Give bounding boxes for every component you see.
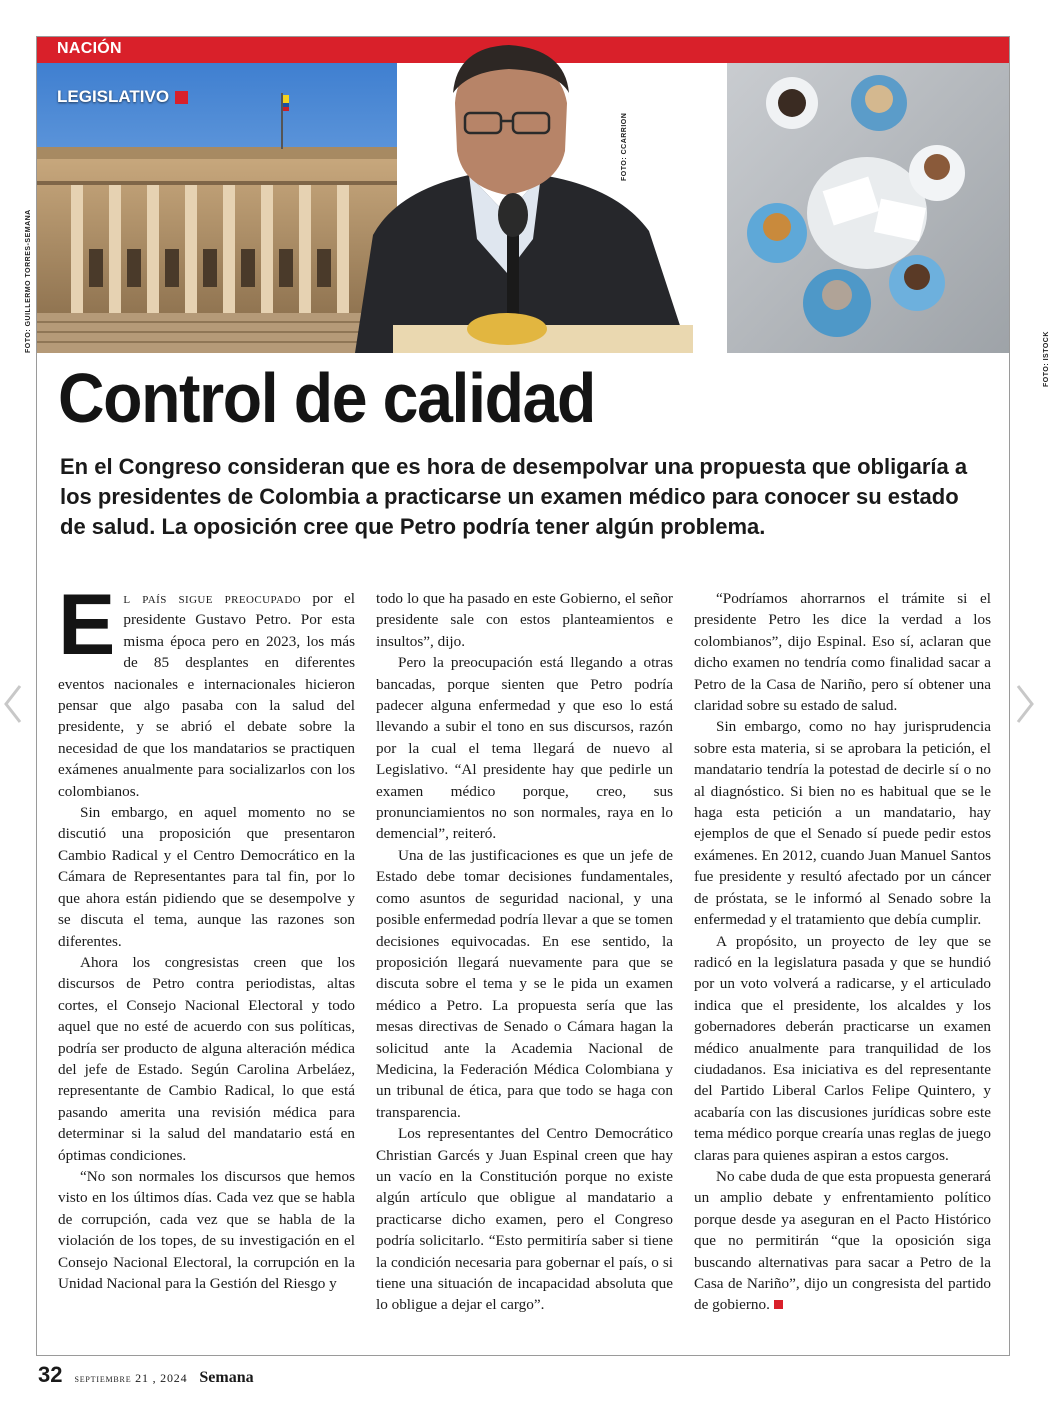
photo-credit-right: FOTO: ISTOCK bbox=[1043, 331, 1050, 387]
hero-photo-collage bbox=[37, 63, 1009, 353]
page-number: 32 bbox=[38, 1362, 63, 1387]
article-column-1 bbox=[58, 577, 355, 1294]
prev-page-button[interactable] bbox=[2, 682, 24, 726]
paragraph: “No son normales los discursos que hemos visto en los últimos días. Cada vez que se habla de corrupción, cada vez que se habla de la violación de los topes, de su investigación en el Consejo Nacional Electoral, la corrupción en la Unidad Nacional para la Gestión del Riesgo y bbox=[58, 1167, 355, 1292]
red-square-icon bbox=[175, 91, 188, 104]
photo-credit-left: FOTO: GUILLERMO TORRES-SEMANA bbox=[25, 209, 32, 353]
paragraph: “Podríamos ahorrarnos el trámite si el presidente Petro les dice la verdad a los colombianos”, dijo Espinal. Eso sí, aclaran que dicho examen no tendría como finalidad sacar a Petro de la Casa de Nariño, pero sí obtener una claridad sobre su estado de salud. bbox=[694, 590, 991, 715]
paragraph: Ahora los congresistas creen que los discursos de Petro contra periodistas, altas cortes, el Consejo Nacional Electoral y todo aquel que no esté de acuerdo con sus políticas, podría ser producto de alguna alteración médica del jefe de Estado. Según Carolina Arbeláez, representante de Cambio Radical, lo que está pasando amerita una revisión médica para determinar si la salud del mandatario está en óptimas condiciones. bbox=[58, 953, 355, 1164]
dek: En el Congreso consideran que es hora de desempolvar una propuesta que obligaría a los presidentes de Colombia a practicarse un examen médico para conocer su estado de salud. La oposición cree que Petro podría tener algún problema. bbox=[60, 454, 968, 539]
lead-paragraph bbox=[58, 577, 355, 802]
chevron-left-icon bbox=[2, 682, 24, 726]
paragraph: Una de las justificaciones es que un jefe de Estado debe tomar decisiones fundamentales, como asuntos de seguridad nacional, y una posible enfermedad podría llevar a que se tomen decisiones equivocadas. En ese sentido, la proposición llegará nuevamente para que se discuta sobre el tema y se le pida un examen médico a Petro. La propuesta sería que las mesas directivas de Senado o Cámara hagan la solicitud ante la Academia Nacional de Medicina, la Federación Médica Colombiana y un tribunal de ética, para que todo se haga con transparencia. bbox=[376, 846, 673, 1121]
page-footer bbox=[38, 1362, 254, 1388]
issue-date: septiembre 21 , 2024 bbox=[74, 1371, 188, 1385]
section-label: NACIÓN bbox=[57, 40, 122, 57]
subsection-label bbox=[57, 87, 188, 107]
paragraph: Sin embargo, en aquel momento no se discutió una proposición que presentaron Cambio Radical y el Centro Democrático en la Cámara de Representantes para tal fin, por lo que ahora están pidiendo que se desempolve y se discuta el tema, aunque las razones son diferentes. bbox=[58, 804, 355, 950]
magazine-name: Semana bbox=[199, 1369, 254, 1386]
final-paragraph bbox=[694, 1166, 991, 1316]
paragraph: Sin embargo, como no hay jurisprudencia sobre esta materia, si se aprobara la petición, el mandatario tendría la potestad de decirle sí o no al diagnóstico. Si bien no es habitual que se le haga esta petición a un mandatario, hay ejemplos de que el Senado sí puede pedir estos exámenes. En 2012, cuando Juan Manuel Santos fue presidente y resultó afectado por un cáncer de próstata, se le informó al Senado sobre la enfermedad y el tratamiento que debía cumplir. bbox=[694, 718, 991, 929]
article-column-2 bbox=[376, 588, 673, 1316]
end-mark-icon bbox=[774, 1300, 783, 1309]
article-body bbox=[58, 577, 992, 1336]
article-column-3 bbox=[694, 588, 991, 1316]
paragraph: A propósito, un proyecto de ley que se radicó en la legislatura pasada y que se hundió por un voto volverá a radicarse, y el articulado indica que el presidente, los alcaldes y los gobernadores deberán practicarse un examen médico anualmente para tranquilidad de los ciudadanos. Esa iniciativa es del representante del Partido Liberal Carlos Felipe Quintero, y acabaría con las discusiones jurídicas sobre este tema médico porque crearía unas reglas de juego claras para quienes aspiran a estos cargos. bbox=[694, 932, 991, 1164]
chevron-right-icon bbox=[1014, 682, 1036, 726]
lead-rest: por el presidente Gustavo Petro. Por esta misma época pero en 2023, los más de 85 desplantes en diferentes eventos nacionales e internacionales hicieron pensar que algo pasaba con la salud del presidente, y se abrió el debate sobre la necesidad de que los mandatarios se practiquen exámenes anualmente para socializarlos con los colombianos. bbox=[58, 590, 355, 800]
paragraph-continuation: todo lo que ha pasado en este Gobierno, el señor presidente sale con estos planteamientos e insultos”, dijo. bbox=[376, 590, 673, 650]
paragraph: Pero la preocupación está llegando a otras bancadas, porque sienten que Petro podría padecer alguna enfermedad y que eso lo está llevando a subir el tono en sus discursos, razón por la cual el tema llegará de nuevo al Legislativo. “Al presidente hay que pedirle un examen médico porque, creo, sus pronunciamientos no son normales, raya en lo demencial”, reiteró. bbox=[376, 654, 673, 843]
paragraph: Los representantes del Centro Democrático Christian Garcés y Juan Espinal creen que hay un vacío en la Constitución porque no existe algún artículo que obligue al mandatario a practicarse dicho examen, pero el Congreso podría solicitarlo. “Esto permitiría saber si tiene la condición necesaria para gobernar el país, o si tiene una situación de incapacidad absoluta que lo obligue a dejar el cargo”. bbox=[376, 1125, 673, 1314]
photo-credit-middle: FOTO: CCARRION bbox=[621, 112, 628, 181]
doctors-photo bbox=[727, 63, 1009, 353]
lead-in: l país sigue preocupado bbox=[123, 590, 302, 607]
final-paragraph-text: No cabe duda de que esta propuesta generará un amplio debate y enfrentamiento político porque desde ya aseguran en el Pacto Histórico que no permitirán “que la oposición siga buscando alternativas para sacar a Petro de la Casa de Nariño”, dijo un congresista del partido de gobierno. bbox=[694, 1167, 991, 1314]
next-page-button[interactable] bbox=[1014, 682, 1036, 726]
dropcap: E bbox=[58, 577, 116, 673]
subsection-text: LEGISLATIVO bbox=[57, 87, 170, 106]
headline: Control de calidad bbox=[58, 359, 595, 437]
president-photo bbox=[337, 45, 757, 353]
